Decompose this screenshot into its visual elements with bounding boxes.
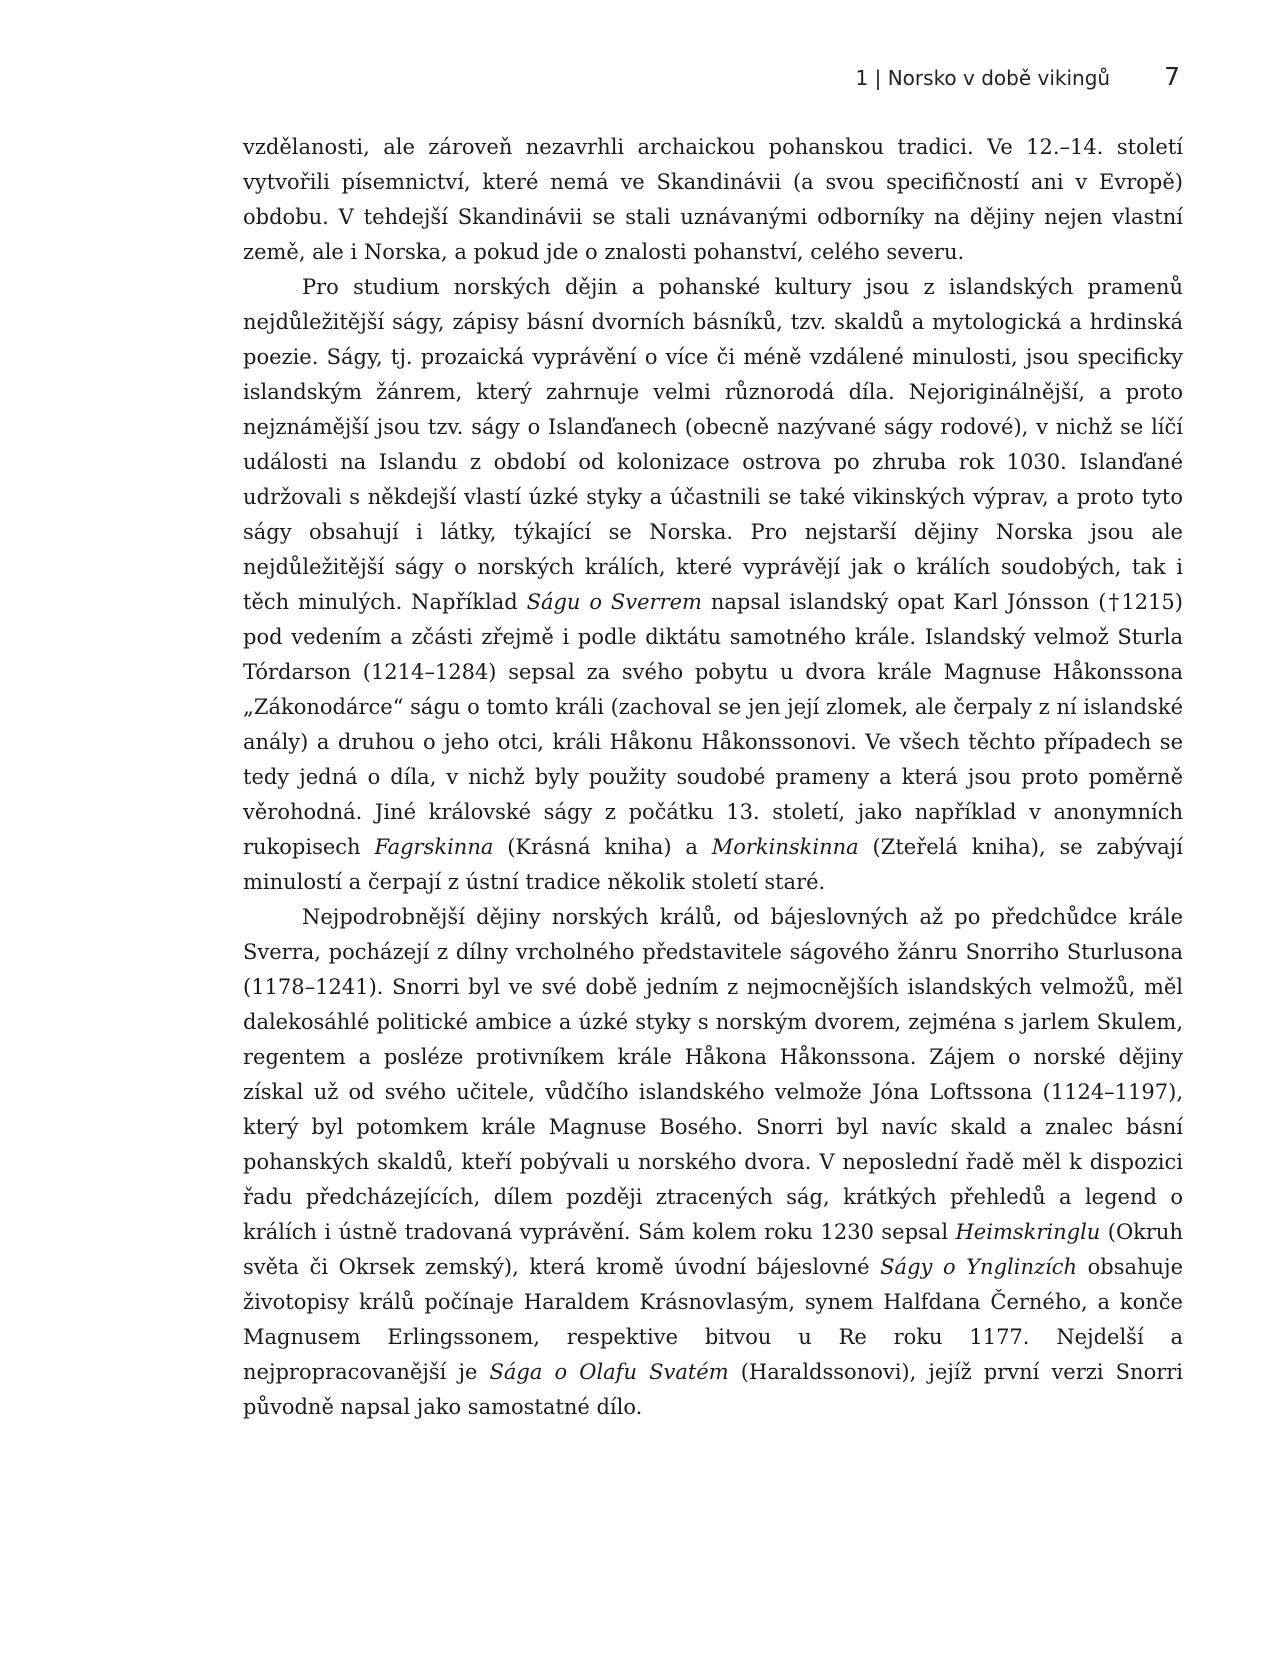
text-run: obsahuje životopisy králů počínaje Haraldem Krásnovlasým, synem Halfdana Černého, a konče Magnusem Erlingssonem, respektive bitvou u Re roku 1177. Nejdelší a nejpropracovanější je	[243, 1255, 1183, 1384]
italic-title: Morkinskinna	[711, 835, 859, 859]
paragraph	[243, 130, 1183, 270]
italic-title: Ságy o Ynglinzích	[880, 1255, 1078, 1279]
text-run: vzdělanosti, ale zároveň nezavrhli archaickou pohanskou tradici. Ve 12.–14. století vytvořili písemnictví, které nemá ve Skandinávii (a svou specifičností ani v Evropě) obdobu. V tehdejší Skandinávii se stali uznávanými odborníky na dějiny nejen vlastní země, ale i Norska, a pokud jde o znalosti pohanství, celého severu.	[243, 135, 1183, 264]
italic-title: Heimskringlu	[955, 1220, 1101, 1244]
text-run: Nejpodrobnější dějiny norských králů, od bájeslovných až po předchůdce krále Sverra, pocházejí z dílny vrcholného představitele ságového žánru Snorriho Sturlusona (1178–1241). Snorri byl ve své době jedním z nejmocnějších islandských velmožů, měl dalekosáhlé politické ambice a úzké styky s norským dvorem, zejména s jarlem Skulem, regentem a posléze protivníkem krále Håkona Håkonssona. Zájem o norské dějiny získal už od svého učitele, vůdčího islandského velmože Jóna Loftssona (1124–1197), který byl potomkem krále Magnuse Bosého. Snorri byl navíc skald a znalec básní pohanských skaldů, kteří pobývali u norského dvora. V neposlední řadě měl k dispozici řadu předcházejících, dílem později ztracených ság, krátkých přehledů a legend o králích i ústně tradovaná vyprávění. Sám kolem roku 1230 sepsal	[243, 905, 1183, 1244]
text-run: (Okruh světa či Okrsek zemský), která kromě úvodní bájeslovné	[243, 1220, 1183, 1279]
text-run: (Zteřelá kniha), se zabývají minulostí a čerpají z ústní tradice několik století staré.	[243, 835, 1184, 894]
running-header	[680, 62, 1180, 91]
text-run: (Haraldssonovi), jejíž první verzi Snorri původně napsal jako samostatné dílo.	[243, 1360, 1184, 1419]
running-header-section: 1 | Norsko v době vikingů	[855, 66, 1111, 90]
text-run: (Krásná kniha) a	[493, 835, 712, 859]
text-run: napsal islandský opat Karl Jónsson (†1215) pod vedením a zčásti zřejmě i podle diktátu samotného krále. Islandský velmož Sturla Tórdarson (1214–1284) sepsal za svého pobytu u dvora krále Magnuse Håkonssona „Zákonodárce“ ságu o tomto králi (zachoval se jen její zlomek, ale čerpaly z ní islandské anály) a druhou o jeho otci, králi Håkonu Håkonssonovi. Ve všech těchto případech se tedy jedná o díla, v nichž byly použity soudobé prameny a která jsou proto poměrně věrohodná. Jiné královské ságy z počátku 13. století, jako například v anonymních rukopisech	[243, 590, 1183, 859]
text-run: Pro studium norských dějin a pohanské kultury jsou z islandských pramenů nejdůležitější ságy, zápisy básní dvorních básníků, tzv. skaldů a mytologická a hrdinská poezie. Ságy, tj. prozaická vyprávění o více či méně vzdálené minulosti, jsou specificky islandským žánrem, který zahrnuje velmi různorodá díla. Nejoriginálnější, a proto nejznámější jsou tzv. ságy o Islanďanech (obecně nazývané ságy rodové), v nichž se líčí události na Islandu z období od kolonizace ostrova po zhruba rok 1030. Islanďané udržovali s někdejší vlastí úzké styky a účastnili se také vikinských výprav, a proto tyto ságy obsahují i látky, týkající se Norska. Pro nejstarší dějiny Norska jsou ale nejdůležitější ságy o norských králích, které vyprávějí jak o králích soudobých, tak i těch minulých. Například	[243, 275, 1183, 614]
italic-title: Sága o Olafu Svatém	[489, 1360, 729, 1384]
body-text	[243, 130, 1183, 1425]
paragraph	[243, 900, 1183, 1425]
page-number: 7	[1164, 62, 1180, 91]
italic-title: Fagrskinna	[374, 835, 494, 859]
italic-title: Ságu o Sverrem	[526, 590, 702, 614]
paragraph	[243, 270, 1183, 900]
